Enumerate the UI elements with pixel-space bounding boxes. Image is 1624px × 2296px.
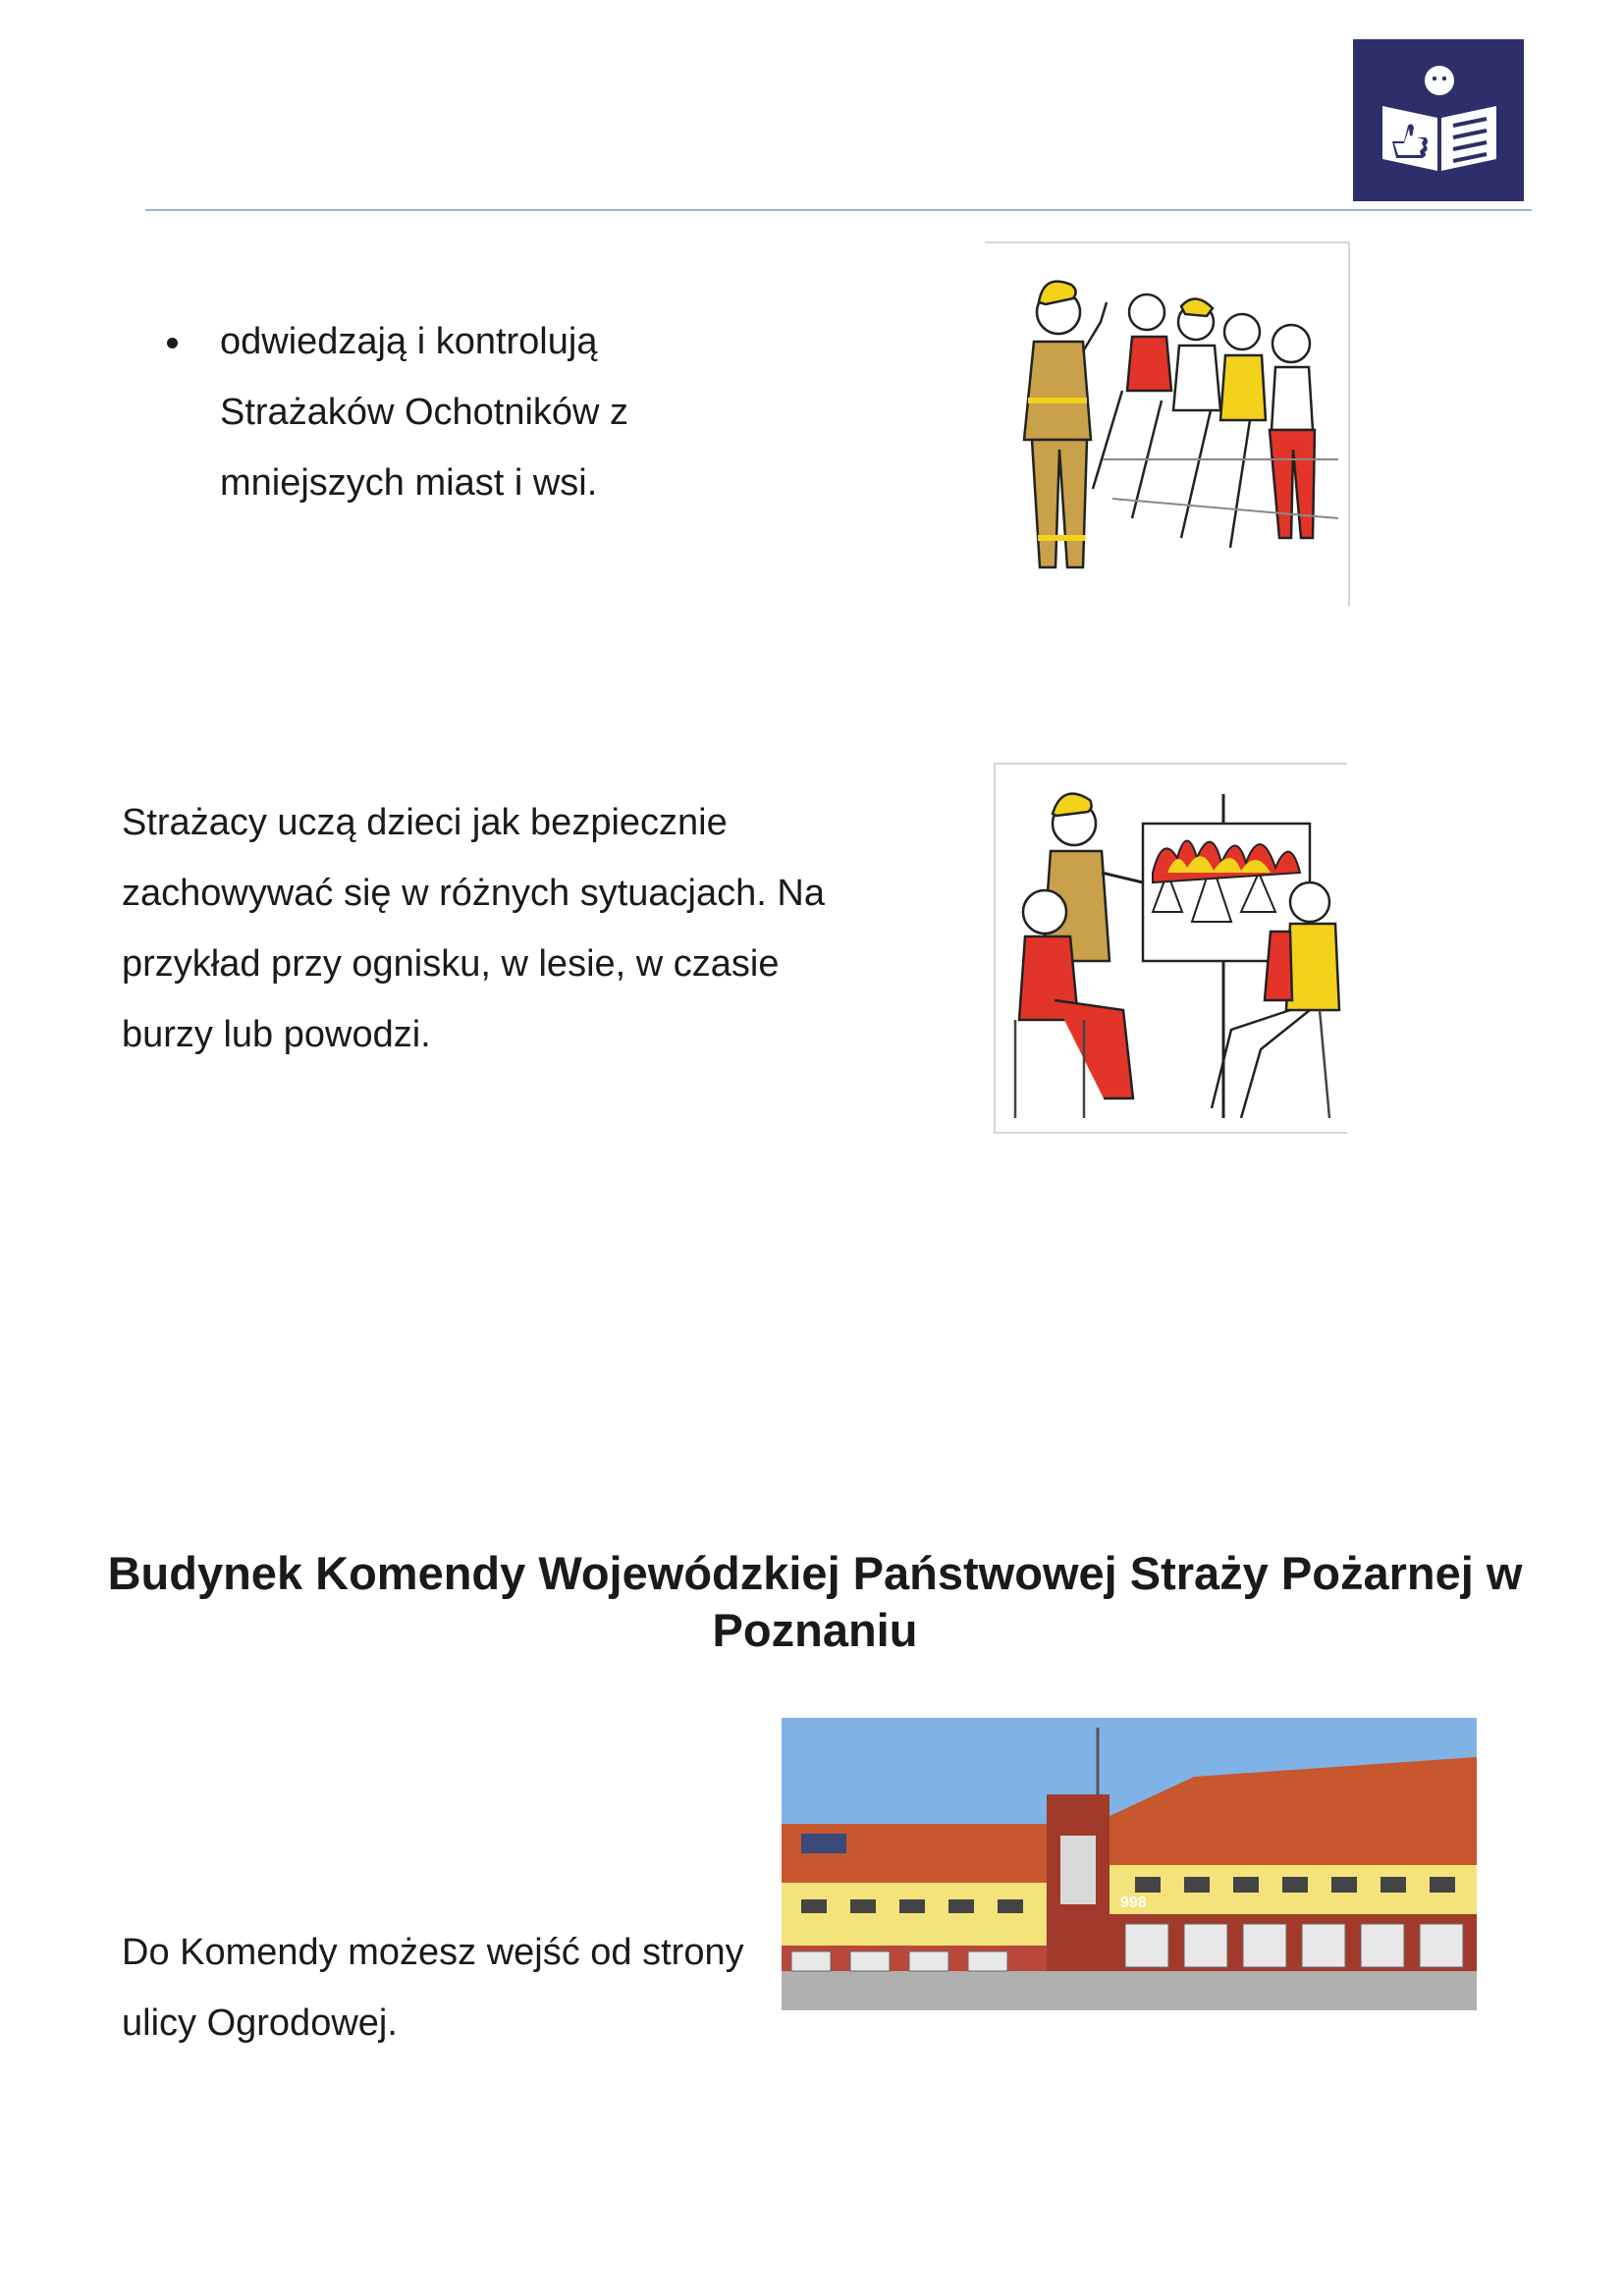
bullet-icon <box>167 338 178 348</box>
section-heading: Budynek Komendy Wojewódzkiej Państwowej Straży Pożarnej w Poznaniu <box>107 1547 1523 1656</box>
bullet-text: odwiedzają i kontrolują Strażaków Ochotników z mniejszych miast i wsi. <box>220 321 629 504</box>
header-divider <box>145 209 1532 211</box>
easy-to-read-logo <box>1353 39 1524 201</box>
paragraph-entrance: Do Komendy możesz wejść od strony ulicy Ogrodowej. <box>122 1932 744 2044</box>
paragraph-education: Strażacy uczą dzieci jak bezpiecznie zachowywać się w różnych sytuacjach. Na przykład przy ognisku, w lesie, w czasie burzy lub powodzi. <box>122 802 825 1055</box>
bullet-list-item <box>167 306 717 518</box>
illustration-firefighter-meeting <box>985 241 1350 607</box>
building-sign: 998 <box>1120 1895 1147 1911</box>
illustration-fire-safety-lesson <box>994 763 1347 1134</box>
easy-to-read-icon <box>1353 39 1524 201</box>
photo-fire-department-building <box>782 1718 1477 2010</box>
